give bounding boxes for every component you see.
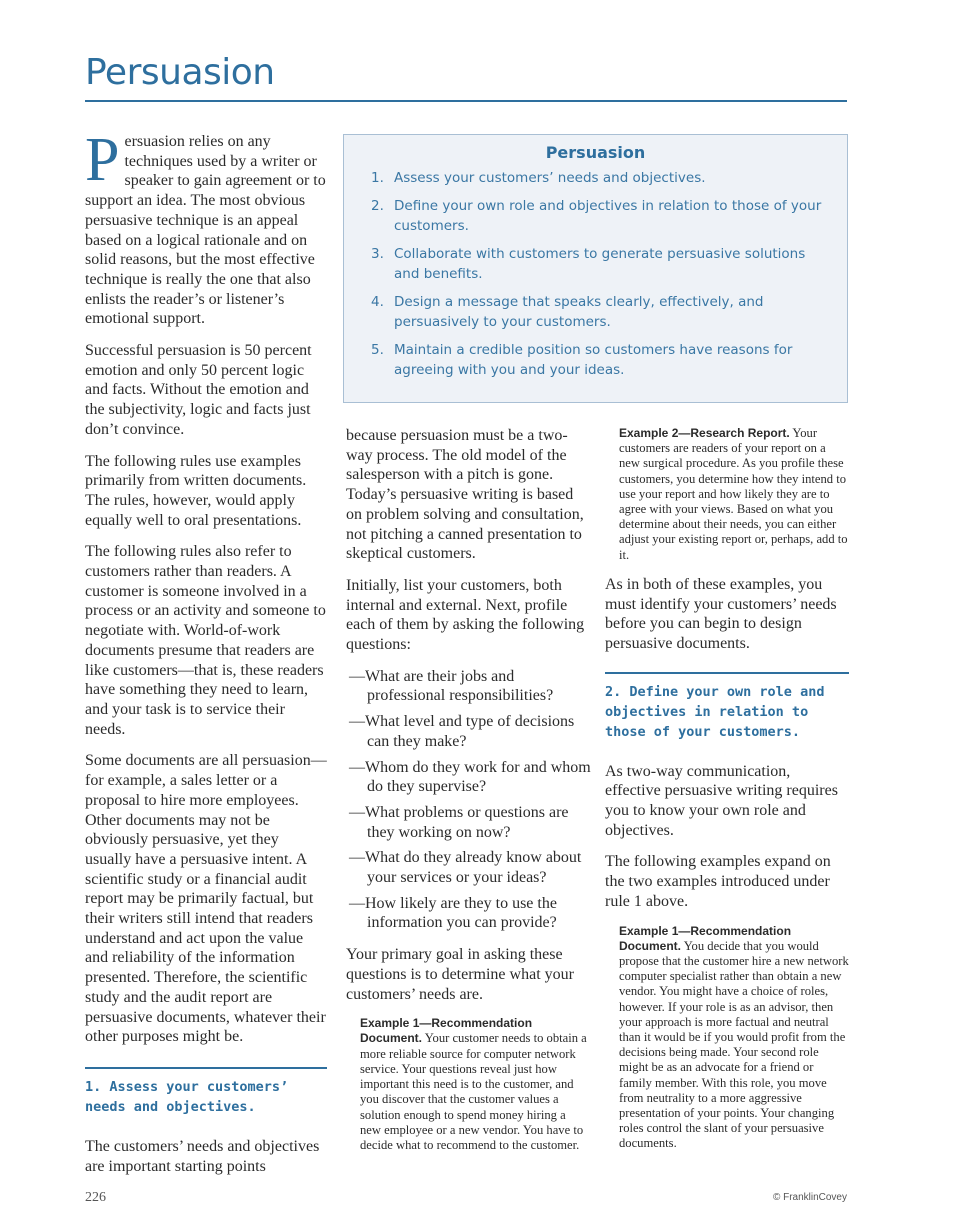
page-title: Persuasion bbox=[85, 52, 275, 93]
intro-text: ersuasion relies on any techniques used by a writer or speaker to gain agreement or to support an idea. The most obvious persuasive technique is an appeal based on a logical rationale and on solid reasons, but the most effective technique is really the one that also enlists the reader’s or listener’s emotional support. bbox=[85, 133, 326, 328]
paragraph-two-way: because persuasion must be a two-way process. The old model of the salesperson with a pitch is gone. Today’s persuasive writing is based on problem solving and consultation, not pitching a canned presentation to skeptical customers. bbox=[346, 427, 584, 563]
paragraph-primary-goal: Your primary goal in asking these questions is to determine what your customers’ needs are. bbox=[346, 946, 574, 1003]
item-text: Collaborate with customers to generate persuasive solutions and benefits. bbox=[394, 246, 806, 282]
summary-item bbox=[344, 196, 847, 236]
paragraph-two-way-communication: As two-way communication, effective persuasive writing requires you to know your own role and objectives. bbox=[605, 762, 838, 839]
section-rule-1 bbox=[85, 1067, 327, 1069]
item-number: 4. bbox=[371, 294, 384, 310]
example-research-report bbox=[605, 426, 849, 563]
column-2 bbox=[346, 426, 592, 1165]
question-item: —What problems or questions are they working on now? bbox=[349, 803, 569, 841]
paragraph-customers: The following rules also refer to customers rather than readers. A customer is someone involved in a process or an activity and someone to negotiate with. World-of-work documents presume that readers are like customers—that is, these readers have something they need to learn, and your task is to service their needs. bbox=[85, 543, 326, 738]
paragraph-following-examples: The following examples expand on the two examples introduced under rule 1 above. bbox=[605, 853, 831, 910]
example-label: Example 1—Recommendation Document. bbox=[619, 923, 792, 953]
summary-box-title: Persuasion bbox=[545, 143, 646, 162]
section-heading-2: 2. Define your own role and objectives in relation to those of your customers. bbox=[605, 683, 825, 740]
example-text: Your customer needs to obtain a more reliable source for computer network service. Your questions reveal just how important this need is to the customer, and you discover that the customer values a solution enough to spend money hiring a new employee or a new vendor. You have to decide what to recommend to the customer. bbox=[360, 1031, 587, 1152]
questions-list bbox=[346, 667, 592, 933]
item-text: Maintain a credible position so customers have reasons for agreeing with you and your ideas. bbox=[394, 342, 793, 378]
drop-cap: P bbox=[85, 126, 120, 194]
intro-paragraph bbox=[85, 126, 327, 329]
question-item: —How likely are they to use the information you can provide? bbox=[349, 894, 557, 932]
example-label: Example 1—Recommendation Document. bbox=[360, 1016, 533, 1046]
item-number: 2. bbox=[371, 198, 384, 214]
summary-box bbox=[343, 134, 848, 403]
paragraph-identify-needs: As in both of these examples, you must identify your customers’ needs before you can begin to design persuasive documents. bbox=[605, 575, 837, 652]
example-label: Example 2—Research Report. bbox=[619, 426, 790, 440]
column-1 bbox=[85, 126, 327, 1188]
summary-item bbox=[344, 340, 847, 380]
question-item: —What level and type of decisions can they make? bbox=[349, 713, 575, 750]
question-item: —What are their jobs and professional responsibilities? bbox=[349, 667, 554, 705]
question-item: —What do they already know about your services or your ideas? bbox=[349, 849, 582, 887]
example-recommendation-1 bbox=[346, 1016, 592, 1153]
paragraph-rules-examples: The following rules use examples primarily from written documents. The rules, however, would apply equally well to oral presentations. bbox=[85, 452, 307, 529]
summary-list bbox=[344, 168, 847, 380]
item-number: 1. bbox=[371, 170, 384, 186]
item-text: Assess your customers’ needs and objectives. bbox=[394, 170, 706, 186]
paragraph-starting-points: The customers’ needs and objectives are important starting points bbox=[85, 1137, 320, 1175]
title-rule bbox=[85, 100, 847, 102]
item-number: 5. bbox=[371, 342, 384, 358]
item-text: Define your own role and objectives in relation to those of your customers. bbox=[394, 198, 822, 234]
example-text: You decide that you would propose that the customer hire a new network computer specialist rather than obtain a new vendor. You might have a choice of roles, however. If your role is as an advisor, then your approach is more factual and neutral than it would be if you would profit from the decisions being made. Your second role might be as an advocate for a friend or family member. With this role, you move from neutrality to a more aggressive presentation of your points. Your changing roles control the slant of your persuasive documents. bbox=[619, 938, 849, 1151]
question-item: —Whom do they work for and whom do they supervise? bbox=[349, 758, 591, 796]
summary-item bbox=[344, 168, 847, 188]
paragraph-documents: Some documents are all persuasion—for example, a sales letter or a proposal to hire more employees. Other documents may not be obviously persuasive, yet they usually have a persuasive intent. A scientific study or a financial audit report may be primarily factual, but their writers still intend that readers understand and act upon the value and reliability of the information presented. Therefore, the scientific study and the audit report are persuasive documents, whatever their other purposes might be. bbox=[85, 752, 327, 1046]
paragraph-emotion: Successful persuasion is 50 percent emotion and only 50 percent logic and facts. Without the emotion and the subjectivity, logic and facts just don’t convince. bbox=[85, 342, 312, 438]
summary-item bbox=[344, 292, 847, 332]
page-number: 226 bbox=[85, 1190, 106, 1205]
paragraph-list-customers: Initially, list your customers, both internal and external. Next, profile each of them by asking the following questions: bbox=[346, 576, 585, 654]
example-recommendation-2 bbox=[605, 924, 849, 1152]
section-rule-2 bbox=[605, 672, 849, 674]
item-text: Design a message that speaks clearly, effectively, and persuasively to your customers. bbox=[394, 294, 764, 330]
example-text: Your customers are readers of your report on a new surgical procedure. As you profile these customers, you determine how they intend to use your report and how likely they are to agree with your views. Based on what you determine about their needs, you can either adjust your existing report or, perhaps, add to it. bbox=[619, 426, 848, 562]
section-heading-1: 1. Assess your customers’ needs and objectives. bbox=[85, 1078, 289, 1115]
item-number: 3. bbox=[371, 246, 384, 262]
summary-item bbox=[344, 244, 847, 284]
copyright: © FranklinCovey bbox=[772, 1192, 847, 1203]
column-3 bbox=[605, 426, 849, 1164]
